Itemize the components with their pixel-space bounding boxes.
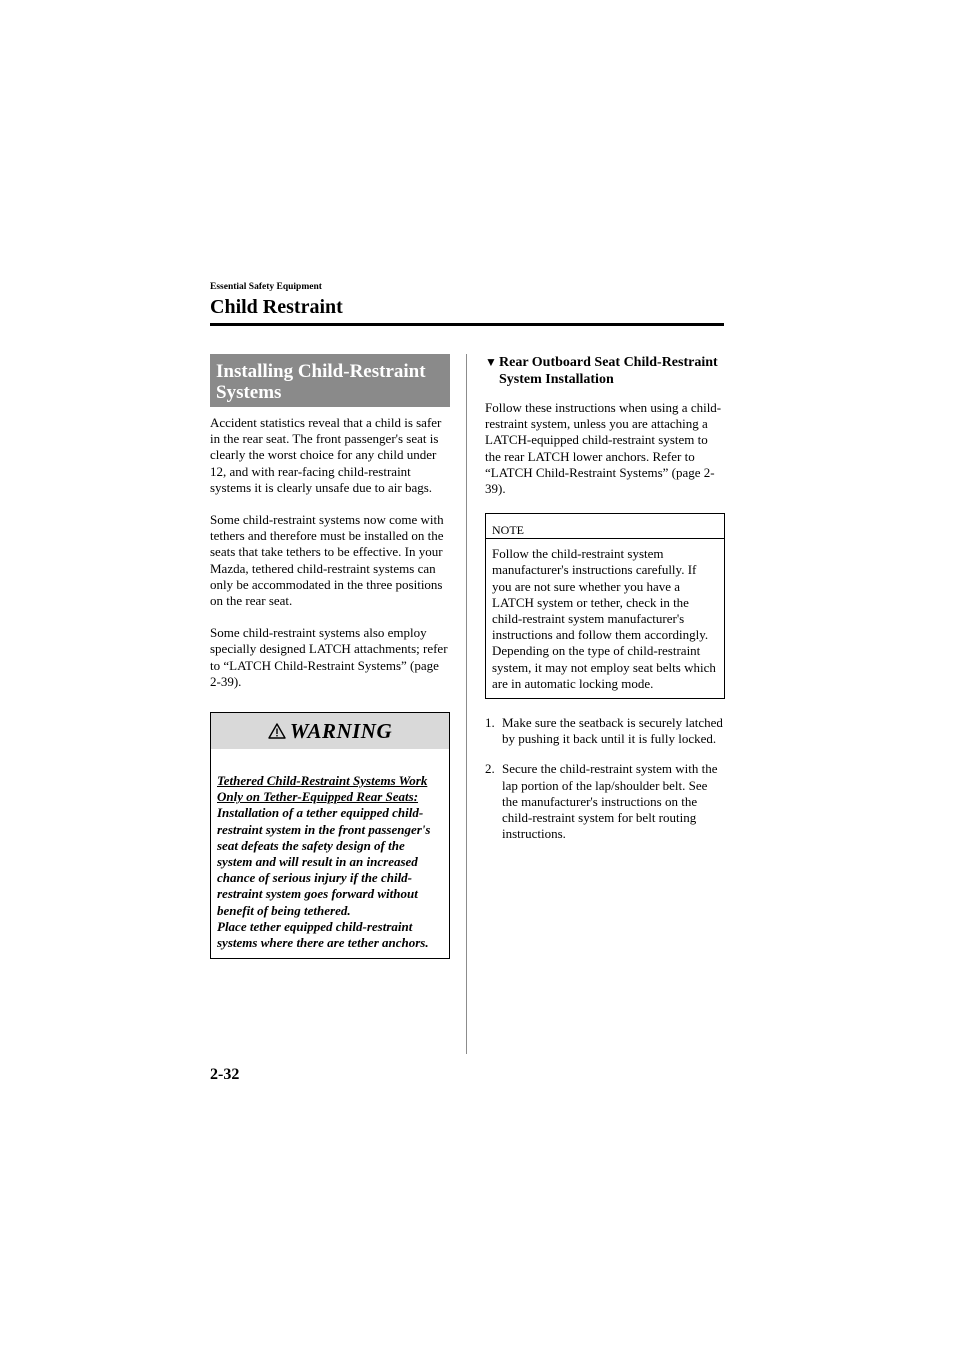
sub-heading	[485, 354, 725, 388]
paragraph: Some child-restraint systems also employ specially designed LATCH attachments; refer to “LATCH Child-Restraint Systems” (page 2-39).	[210, 625, 448, 689]
step-number: 1.	[485, 715, 495, 731]
chapter-title: Child Restraint	[210, 296, 343, 318]
page-number: 2-32	[210, 1066, 240, 1083]
list-item	[485, 715, 725, 747]
sub-heading-text: Rear Outboard Seat Child-Restraint System Installation	[499, 355, 718, 387]
list-item	[485, 761, 725, 842]
warning-triangle-icon	[268, 723, 286, 739]
paragraph: Some child-restraint systems now come with tethers and therefore must be installed on the seats that take tethers to be effective. In your Mazda, tethered child-restraint systems can only be accommodated in the three positions on the rear seat.	[210, 512, 444, 609]
warning-title: WARNING	[289, 718, 393, 743]
warning-text: Place tether equipped child-restraint systems where there are tether anchors.	[217, 918, 429, 951]
section-label: Essential Safety Equipment	[210, 282, 322, 292]
paragraph: Follow these instructions when using a child-restraint system, unless you are attaching a LATCH-equipped child-restraint system to the rear LATCH lower anchors. Refer to “LATCH Child-Restraint Systems” (page 2-39).	[485, 400, 722, 497]
warning-header	[211, 713, 449, 749]
warning-box	[210, 712, 450, 959]
warning-subject: Tethered Child-Restraint Systems Work Only on Tether-Equipped Rear Seats:	[217, 773, 428, 805]
note-box	[485, 513, 725, 699]
right-column	[485, 354, 725, 856]
paragraph: Accident statistics reveal that a child is safer in the rear seat. The front passenger's seat is clearly the worst choice for any child under 12, and with rear-facing child-restraint systems it is clearly unsafe due to air bags.	[210, 415, 442, 495]
step-text: Secure the child-restraint system with the lap portion of the lap/shoulder belt. See the manufacturer's instructions on the child-restraint system for belt routing instructions.	[502, 761, 718, 842]
step-number: 2.	[485, 761, 495, 777]
triangle-marker-icon: ▼	[485, 355, 497, 369]
warning-body	[211, 749, 449, 958]
column-divider	[466, 354, 467, 1054]
step-text: Make sure the seatback is securely latched by pushing it back until it is fully locked.	[502, 715, 723, 747]
header-rule	[210, 323, 724, 326]
left-column	[210, 354, 450, 959]
warning-text: Installation of a tether equipped child-restraint system in the front passenger's seat defeats the safety design of the system and will result in an increased chance of serious injury if the child-restraint system goes forward without benefit of being tethered.	[217, 805, 431, 918]
note-title: NOTE	[486, 514, 724, 539]
section-heading: Installing Child-Restraint Systems	[210, 354, 450, 407]
note-body: Follow the child-restraint system manufacturer's instructions carefully. If you are not sure whether you have a LATCH system or tether, check in the child-restraint system manufacturer's instructions and follow them accordingly. Depending on the type of child-restraint system, it may not employ seat belts which are in automatic locking mode.	[492, 546, 716, 691]
